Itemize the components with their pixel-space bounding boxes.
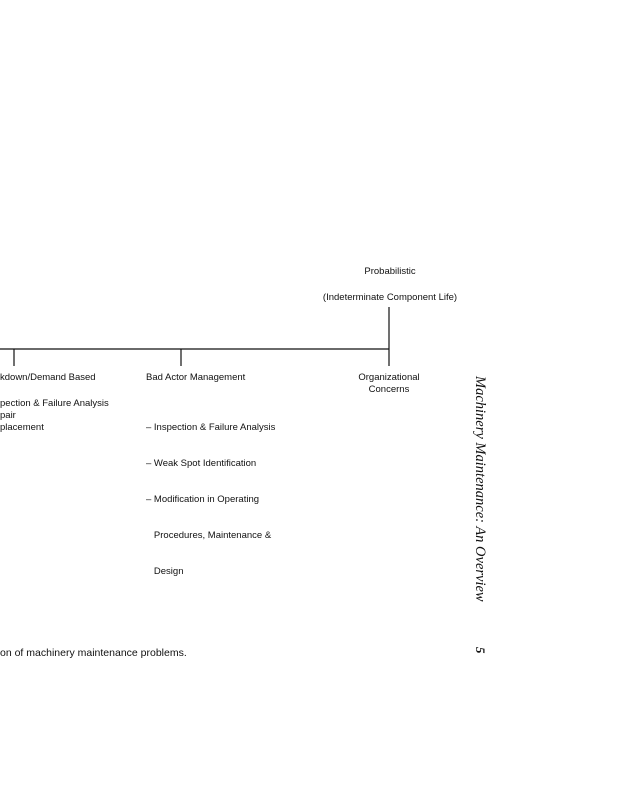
page-number: 5 — [473, 647, 488, 654]
list-item: pair — [0, 410, 16, 421]
list-item: Procedures, Maintenance & — [146, 530, 272, 541]
branch-2-list — [146, 398, 275, 590]
list-item: – Modification in Operating — [146, 494, 260, 505]
branch-1-title: kdown/Demand Based — [0, 372, 96, 383]
running-head-title: Machinery Maintenance: An Overview — [472, 376, 488, 602]
list-item: placement — [0, 422, 44, 433]
list-item: – Weak Spot Identification — [146, 458, 257, 469]
branch-1-list — [0, 398, 109, 434]
top-node-subtitle: (Indeterminate Component Life) — [322, 292, 458, 303]
figure-caption: on of machinery maintenance problems. — [0, 647, 187, 659]
list-item: Design — [146, 566, 184, 577]
list-item: pection & Failure Analysis — [0, 398, 109, 409]
branch-3-title-line2: Concerns — [368, 384, 410, 395]
top-node-title: Probabilistic — [364, 266, 416, 277]
list-item: – Inspection & Failure Analysis — [146, 422, 276, 433]
branch-3-title-line1: Organizational — [358, 372, 420, 383]
branch-2-title: Bad Actor Management — [146, 372, 246, 383]
